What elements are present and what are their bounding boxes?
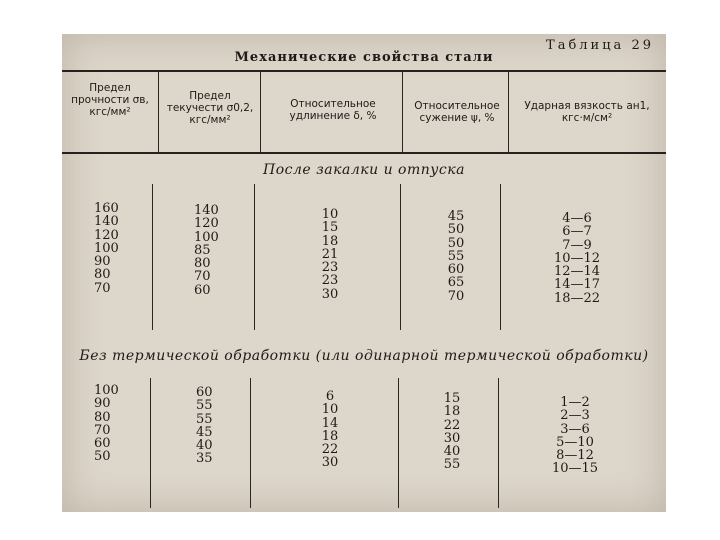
table-cell: 160 xyxy=(94,201,119,216)
table-cell: 140 xyxy=(94,214,119,230)
table-cell: 6—7 xyxy=(562,224,592,240)
table-cell: 70 xyxy=(194,269,211,285)
table-cell: 55 xyxy=(447,248,465,264)
table-cell: 45 xyxy=(196,424,213,440)
header-divider-1 xyxy=(158,71,159,153)
table-cell: 10 xyxy=(321,207,339,222)
section2-impact-column xyxy=(540,396,610,476)
table-cell: 23 xyxy=(321,260,339,276)
table-cell: 22 xyxy=(321,442,339,458)
section2-divider-1 xyxy=(150,378,151,508)
table-cell: 80 xyxy=(94,409,111,425)
table-cell: 18 xyxy=(443,404,461,420)
table-cell: 100 xyxy=(94,383,119,398)
table-cell: 55 xyxy=(196,398,213,414)
top-rule xyxy=(62,70,666,72)
section2-reduction-column xyxy=(432,392,472,472)
header-impact-toughness: Ударная вязкость aн1, кгс·м/см² xyxy=(524,100,650,124)
header-elongation: Относительное удлинение δ, % xyxy=(289,98,377,122)
section1-tensile-column xyxy=(94,202,144,295)
table-cell: 55 xyxy=(196,411,213,427)
table-cell: 10—12 xyxy=(553,250,601,266)
header-divider-3 xyxy=(402,71,403,153)
header-reduction-of-area: Относительное сужение ψ, % xyxy=(414,100,500,124)
table-cell: 60 xyxy=(94,436,111,452)
table-cell: 40 xyxy=(443,444,461,460)
table-cell: 40 xyxy=(196,438,213,454)
table-cell: 70 xyxy=(94,280,111,296)
section1-divider-1 xyxy=(152,184,153,330)
table-cell: 60 xyxy=(194,282,211,298)
table-cell: 8—12 xyxy=(556,448,594,464)
table-cell: 14—17 xyxy=(553,277,601,293)
table-cell: 120 xyxy=(194,216,219,232)
section2-divider-3 xyxy=(398,378,399,508)
table-cell: 18—22 xyxy=(553,290,601,306)
table-cell: 100 xyxy=(194,229,219,245)
table-cell: 90 xyxy=(94,396,111,412)
table-cell: 6 xyxy=(325,389,335,404)
table-cell: 3—6 xyxy=(560,421,590,437)
table-cell: 140 xyxy=(194,203,219,218)
table-cell: 15 xyxy=(321,220,339,236)
section1-divider-4 xyxy=(500,184,501,330)
table-cell: 60 xyxy=(447,262,465,278)
header-tensile-strength: Предел прочности σв, кгс/мм² xyxy=(71,82,149,118)
table-cell: 2—3 xyxy=(560,408,590,424)
section1-impact-column xyxy=(542,212,612,305)
table-cell: 1—2 xyxy=(560,395,590,410)
table-cell: 18 xyxy=(321,428,339,444)
table-cell: 60 xyxy=(196,385,213,400)
table-cell: 80 xyxy=(194,256,211,272)
section2-divider-2 xyxy=(250,378,251,508)
table-cell: 65 xyxy=(447,275,465,291)
section1-divider-3 xyxy=(400,184,401,330)
header-divider-2 xyxy=(260,71,261,153)
table-number: Таблица 29 xyxy=(546,38,654,53)
table-cell: 15 xyxy=(443,391,461,406)
section2-divider-4 xyxy=(498,378,499,508)
section2-tensile-column xyxy=(94,384,144,464)
table-cell: 85 xyxy=(194,242,211,258)
table-cell: 10—15 xyxy=(551,461,599,477)
section1-elongation-column xyxy=(310,208,350,301)
table-cell: 80 xyxy=(94,267,111,283)
header-yield-strength: Предел текучести σ0,2, кгс/мм² xyxy=(166,90,254,126)
table-cell: 5—10 xyxy=(556,434,594,450)
section-title-quenched-tempered: После закалки и отпуска xyxy=(263,162,465,178)
table-cell: 21 xyxy=(321,246,339,262)
table-cell: 30 xyxy=(321,455,339,471)
section1-yield-column xyxy=(194,204,244,297)
table-cell: 4—6 xyxy=(562,211,592,226)
section1-reduction-column xyxy=(436,210,476,303)
table-cell: 10 xyxy=(321,402,339,418)
table-cell: 120 xyxy=(94,227,119,243)
table-cell: 12—14 xyxy=(553,264,601,280)
table-cell: 18 xyxy=(321,233,339,249)
table-cell: 45 xyxy=(447,209,465,224)
table-cell: 30 xyxy=(443,430,461,446)
table-cell: 7—9 xyxy=(562,237,592,253)
table-cell: 14 xyxy=(321,415,339,431)
header-divider-4 xyxy=(508,71,509,153)
section2-elongation-column xyxy=(310,390,350,470)
header-bottom-rule xyxy=(62,152,666,154)
section1-divider-2 xyxy=(254,184,255,330)
table-cell: 50 xyxy=(447,222,465,238)
scanned-page xyxy=(62,34,666,512)
table-cell: 70 xyxy=(94,422,111,438)
table-cell: 100 xyxy=(94,240,119,256)
table-cell: 70 xyxy=(447,288,465,304)
table-cell: 35 xyxy=(196,451,213,467)
table-cell: 30 xyxy=(321,286,339,302)
table-cell: 22 xyxy=(443,417,461,433)
table-cell: 55 xyxy=(443,457,461,473)
table-cell: 50 xyxy=(94,449,111,465)
table-cell: 50 xyxy=(447,235,465,251)
table-cell: 23 xyxy=(321,273,339,289)
section2-yield-column xyxy=(196,386,236,466)
section-title-no-heat-treatment: Без термической обработки (или одинарной термической обработки) xyxy=(79,348,649,364)
table-cell: 90 xyxy=(94,254,111,270)
table-title: Механические свойства стали xyxy=(234,50,494,65)
